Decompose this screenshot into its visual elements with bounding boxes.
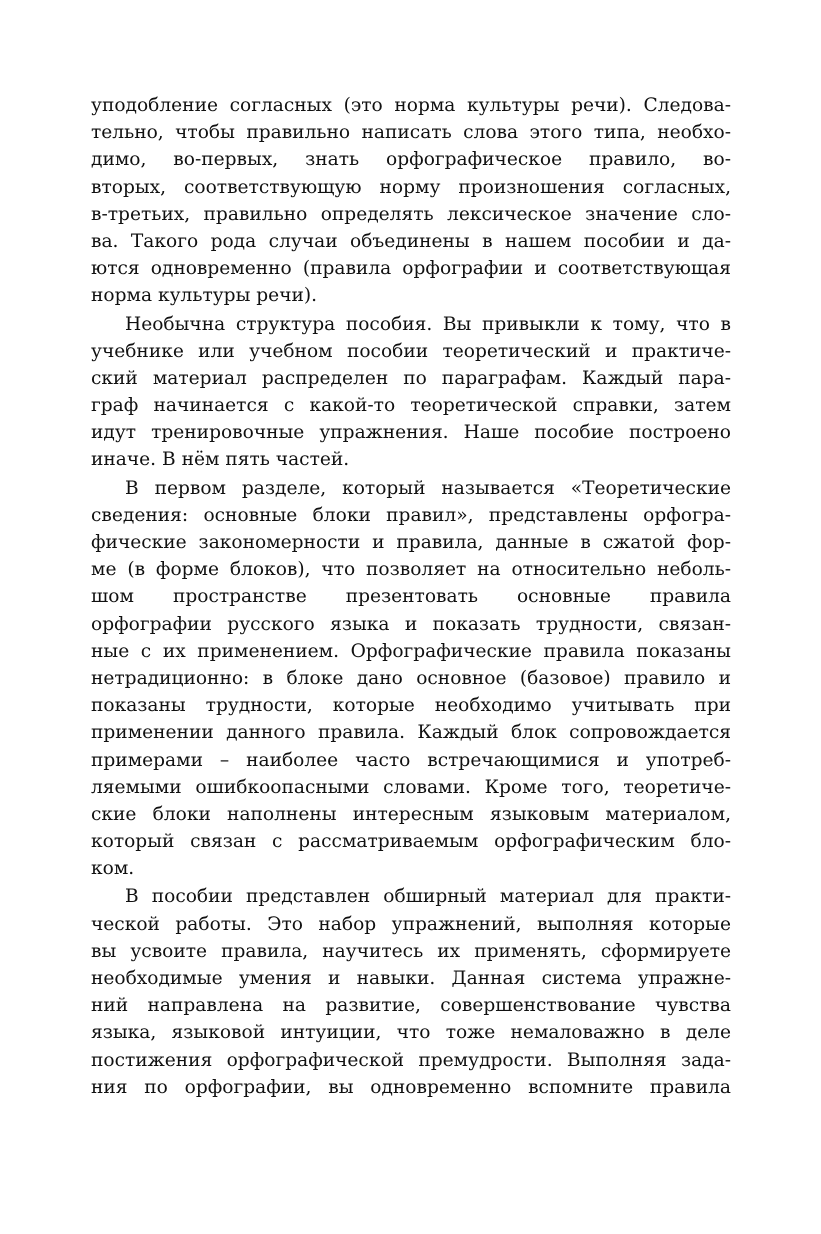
text-line: который связан с рассматриваемым орфографическим бло- [91,831,731,853]
text-line: ний направлена на развитие, совершенствование чувства [91,995,731,1017]
text-line: иначе. В нём пять частей. [91,449,350,471]
text-line: учебнике или учебном пособии теоретический и практиче- [91,340,731,362]
text-line: постижения орфографической премудрости. Выполняя зада- [91,1049,731,1071]
text-line: вы усвоите правила, научитесь их применять, сформируете [91,940,731,962]
paragraph-2 [91,311,731,474]
paragraph-4 [91,883,731,1101]
text-line: ния по орфографии, вы одновременно вспомните правила [91,1076,731,1098]
text-line: примерами – наиболее часто встречающимися и употреб- [91,749,731,771]
text-line: ский материал распределен по параграфам. Каждый пара- [91,367,731,389]
text-line: орфографии русского языка и показать трудности, связан- [91,613,731,635]
text-line: шом пространстве презентовать основные правила [91,586,731,608]
text-line: ются одновременно (правила орфографии и соответствующая [91,258,731,280]
text-line: применении данного правила. Каждый блок сопровождается [91,722,731,744]
text-line: языка, языковой интуиции, что тоже немаловажно в деле [91,1022,731,1044]
text-line: В пособии представлен обширный материал для практи- [125,886,731,908]
text-line: ком. [91,858,135,880]
text-line: ческой работы. Это набор упражнений, выполняя которые [91,913,731,935]
text-line: необходимые умения и навыки. Данная система упражне- [91,968,731,989]
text-line: граф начинается с какой-то теоретической справки, затем [91,395,731,417]
text-line: димо, во-первых, знать орфографическое правило, во- [91,149,731,171]
text-line: ные с их применением. Орфографические правила показаны [91,640,731,662]
text-line: ме (в форме блоков), что позволяет на относительно неболь- [91,559,731,581]
text-line: В первом разделе, который называется «Теоретические [125,477,731,499]
text-line: идут тренировочные упражнения. Наше пособие построено [91,422,731,444]
text-line: нетрадиционно: в блоке дано основное (базовое) правило и [91,667,731,689]
page-text [91,92,731,1101]
text-line: уподобление согласных (это норма культуры речи). Следова- [91,95,731,116]
text-line: ляемыми ошибкоопасными словами. Кроме того, теоретиче- [91,776,731,798]
text-line: фические закономерности и правила, данные в сжатой фор- [91,532,731,553]
text-line: тельно, чтобы правильно написать слова этого типа, необхо- [91,122,731,144]
text-line: Необычна структура пособия. Вы привыкли к тому, что в [125,313,731,335]
paragraph-3 [91,475,731,883]
text-line: вторых, соответствующую норму произношения согласных, [91,176,731,198]
text-line: сведения: основные блоки правил», представлены орфогра- [91,504,731,526]
text-line: ва. Такого рода случаи объединены в нашем пособии и да- [91,230,731,252]
text-line: в-третьих, правильно определять лексическое значение сло- [91,203,731,225]
text-line: ские блоки наполнены интересным языковым материалом, [91,803,731,825]
text-line: показаны трудности, которые необходимо учитывать при [91,695,731,717]
paragraph-1 [91,92,731,310]
text-line: норма культуры речи). [91,285,318,307]
